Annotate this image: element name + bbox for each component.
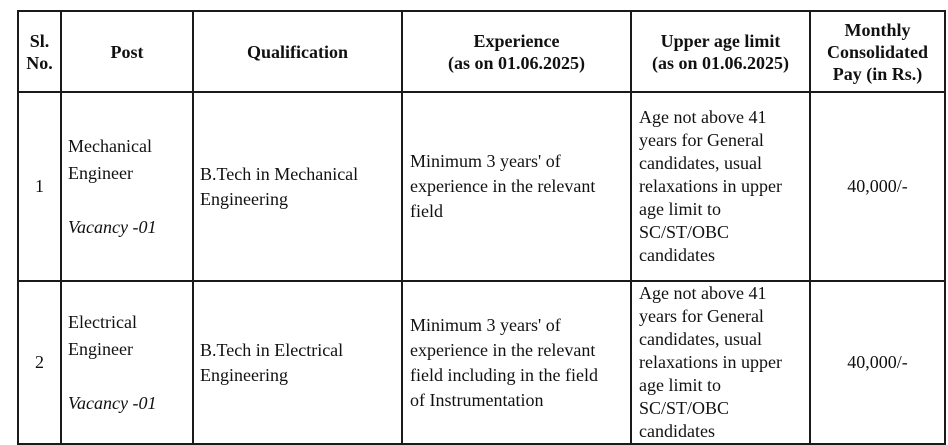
cell-experience: Minimum 3 years' of experience in the relevant field [402,92,631,281]
cell-sl-no: 1 [18,92,61,281]
vacancy-table [17,10,946,445]
post-name: Electrical Engineer [68,311,137,359]
header-experience: Experience (as on 01.06.2025) [402,11,631,92]
cell-experience: Minimum 3 years' of experience in the relevant field including in the field of Instrumentation [402,281,631,444]
cell-sl-no: 2 [18,281,61,444]
post-vacancy: Vacancy -01 [68,392,157,413]
cell-monthly-pay: 40,000/- [810,92,945,281]
cell-monthly-pay: 40,000/- [810,281,945,444]
cell-qualification: B.Tech in Electrical Engineering [193,281,402,444]
header-upper-age-limit: Upper age limit (as on 01.06.2025) [631,11,810,92]
cell-post [61,92,193,281]
cell-upper-age-limit: Age not above 41 years for General candidates, usual relaxations in upper age limit to SC/ST/OBC candidates [631,281,810,444]
post-vacancy: Vacancy -01 [68,216,157,237]
cell-qualification: B.Tech in Mechanical Engineering [193,92,402,281]
table-header-row [18,11,945,92]
header-qualification: Qualification [193,11,402,92]
table-row [18,92,945,281]
header-monthly-pay: Monthly Consolidated Pay (in Rs.) [810,11,945,92]
table-row [18,281,945,444]
cell-post [61,281,193,444]
cell-upper-age-limit: Age not above 41 years for General candidates, usual relaxations in upper age limit to SC/ST/OBC candidates [631,92,810,281]
header-sl-no: Sl. No. [18,11,61,92]
header-post: Post [61,11,193,92]
post-name: Mechanical Engineer [68,135,152,183]
